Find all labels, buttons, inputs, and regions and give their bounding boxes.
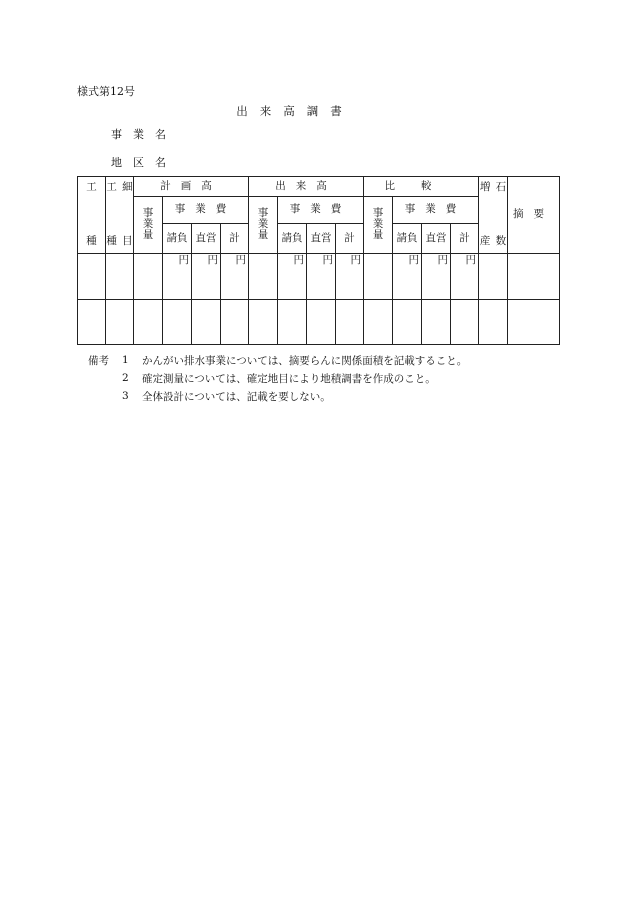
unit-label: 円 [451, 254, 479, 300]
notes-section [88, 351, 467, 405]
remarks-header: 摘要 [508, 177, 560, 254]
note-text: 確定測量については、確定地目により地積調書を作成のこと。 [142, 372, 436, 385]
comparison-volume-header: 事業量 [364, 197, 393, 254]
planned-direct-header: 直営 [192, 224, 221, 254]
planned-volume-header: 事業量 [134, 197, 163, 254]
stone-increase-header [479, 177, 508, 254]
yield-table [77, 176, 560, 345]
unit-label: 円 [307, 254, 336, 300]
sub-item-top: 工 細 [106, 181, 133, 193]
actual-total-header: 計 [336, 224, 364, 254]
note-number: 3 [122, 390, 129, 402]
unit-label: 円 [393, 254, 422, 300]
work-type-char-1: 工 [86, 181, 97, 193]
planned-header: 計画高 [134, 177, 249, 197]
unit-label: 円 [422, 254, 451, 300]
actual-direct-header: 直営 [307, 224, 336, 254]
business-name-label: 事業名 [111, 128, 177, 141]
unit-label: 円 [163, 254, 192, 300]
table-row [78, 254, 560, 300]
note-number: 1 [122, 354, 129, 366]
comparison-header: 比較 [364, 177, 479, 197]
unit-label: 円 [336, 254, 364, 300]
note-text: かんがい排水事業については、摘要らんに関係面積を記載すること。 [142, 354, 468, 367]
note-text: 全体設計については、記載を要しない。 [142, 390, 331, 403]
comparison-direct-header: 直営 [422, 224, 451, 254]
sub-item-header [106, 177, 134, 254]
actual-cost-header: 事業費 [278, 197, 364, 224]
stone-top: 増 石 [479, 181, 507, 193]
notes-label: 備考 [88, 354, 109, 367]
planned-cost-header: 事業費 [163, 197, 249, 224]
actual-contract-header: 請負 [278, 224, 307, 254]
comparison-total-header: 計 [451, 224, 479, 254]
comparison-contract-header: 請負 [393, 224, 422, 254]
note-number: 2 [122, 372, 129, 384]
unit-label: 円 [278, 254, 307, 300]
unit-label: 円 [221, 254, 249, 300]
actual-header: 出来高 [249, 177, 364, 197]
planned-contract-header: 請負 [163, 224, 192, 254]
stone-bottom: 産 数 [479, 235, 507, 248]
form-number: 様式第12号 [77, 85, 135, 98]
work-type-char-2: 種 [86, 235, 97, 248]
document-title: 出来高調書 [236, 104, 354, 118]
actual-volume-header: 事業量 [249, 197, 278, 254]
unit-label: 円 [192, 254, 221, 300]
table-row [78, 300, 560, 345]
work-type-header [78, 177, 106, 254]
planned-total-header: 計 [221, 224, 249, 254]
sub-item-bottom: 種 目 [106, 235, 133, 248]
comparison-cost-header: 事業費 [393, 197, 479, 224]
district-name-label: 地区名 [111, 156, 177, 169]
